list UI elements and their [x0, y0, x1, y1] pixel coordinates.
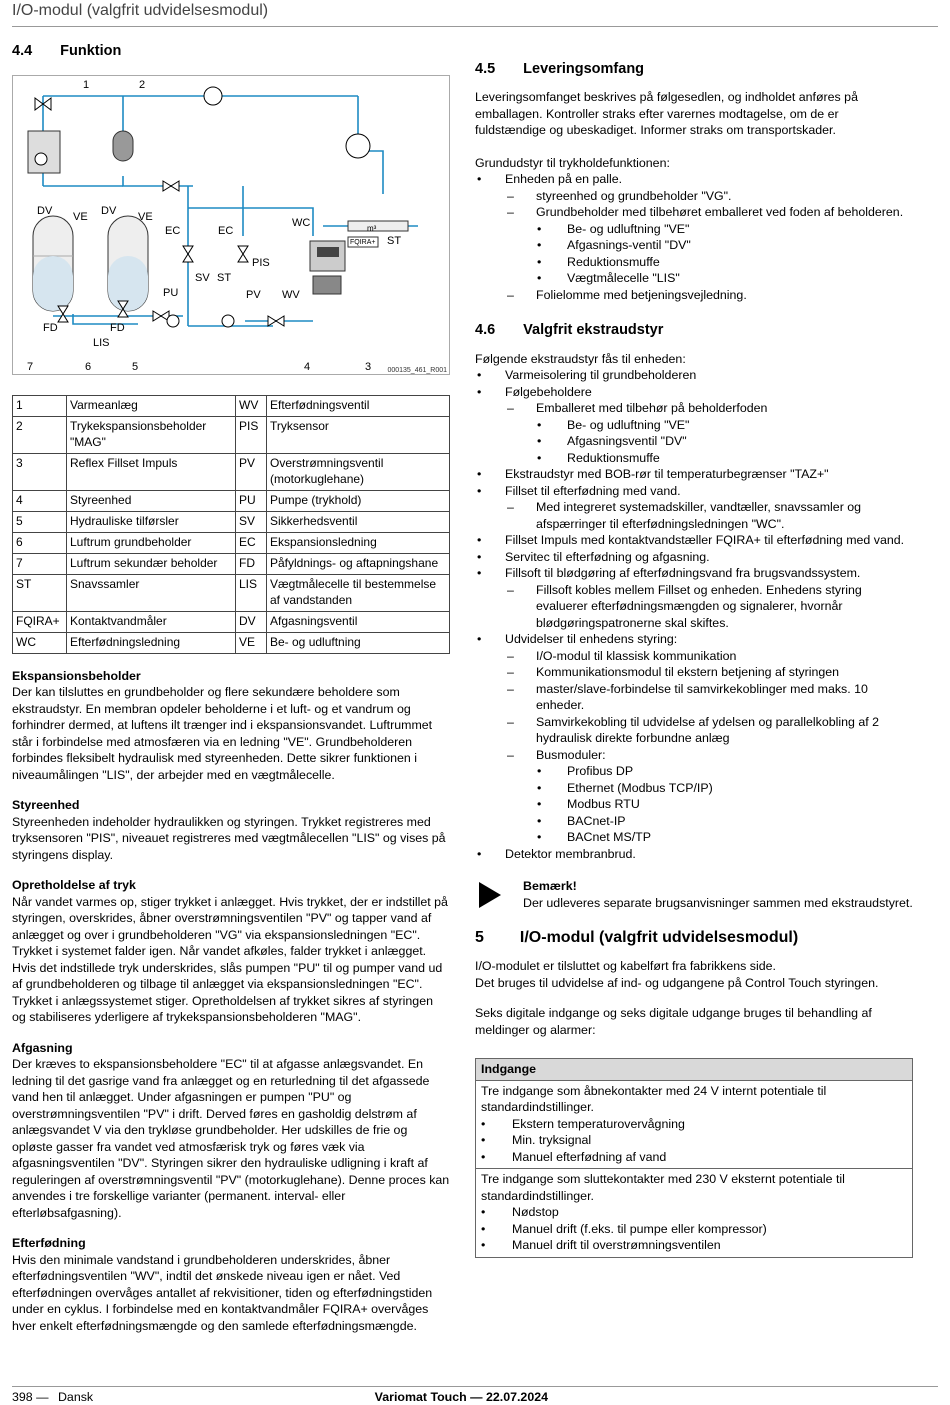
paragraph-heading: Efterfødning — [12, 1236, 86, 1251]
list-item: – I/O-modul til klassisk kommunikation — [475, 648, 913, 665]
legend-key: 2 — [13, 417, 67, 454]
list-item: • Fillset til efterfødning med vand. — [475, 483, 913, 500]
function-paragraphs — [12, 668, 450, 1335]
legend-key: WC — [13, 632, 67, 653]
list-item: • Reduktionsmuffe — [475, 254, 913, 271]
label-st-2: ST — [387, 235, 402, 248]
legend-row — [13, 611, 450, 632]
list-item: • Be- og udluftning "VE" — [475, 221, 913, 238]
list-item: – Emballeret med tilbehør på beholderfoden — [475, 400, 913, 417]
inputs-block-2 — [476, 1168, 912, 1257]
legend-row — [13, 454, 450, 491]
list-item: • Vægtmålecelle "LIS" — [475, 270, 913, 287]
input-item: • Nødstop — [481, 1204, 907, 1221]
inputs-block-1-text: Tre indgange som åbnekontakter med 24 V internt potentiale til standardindstillinger. — [481, 1083, 827, 1115]
legend-key: FQIRA+ — [13, 611, 67, 632]
footer-dash-2: — — [470, 1390, 483, 1404]
paragraph-text: Hvis den minimale vandstand i grundbeholderen underskrides, åbner efterfødningsventilen "WV", indtil det ønskede niveau igen er nået. Ved efterfødningen overvåges antallet af rekvisitioner, tiden og efterfødningstiden under en cyklus. I forbindelse med en kontaktvandmåler FQIRA+ overvåges hver enkelt efterfødningsmængde og den samlede efterfødningsmængde. — [12, 1252, 433, 1333]
note-title: Bemærk! — [523, 879, 577, 894]
footer-date: 22.07.2024 — [485, 1390, 548, 1404]
heating-pump-symbol — [204, 87, 222, 105]
callout-1: 1 — [83, 79, 90, 92]
list-item: • Følgebeholdere — [475, 384, 913, 401]
list-item: • Afgasnings-ventil "DV" — [475, 237, 913, 254]
legend-description: Luftrum grundbeholder — [67, 532, 236, 553]
legend-description: Vægtmålecelle til bestemmelse af vandstanden — [267, 574, 450, 611]
figure-code: 000135_461_R001 — [387, 366, 447, 374]
legend-row — [13, 417, 450, 454]
list-item: • Fillsoft til blødgøring af efterfødningsvand fra brugsvandssystem. — [475, 565, 913, 582]
function-diagram — [12, 75, 450, 375]
list-item: • Varmeisolering til grundbeholderen — [475, 367, 913, 384]
io-para-1b: Det bruges til udvidelse af ind- og udgangene på Control Touch styringen. — [475, 975, 879, 990]
paragraph-heading: Ekspansionsbeholder — [12, 668, 141, 683]
legend-key: 7 — [13, 553, 67, 574]
running-header: I/O-modul (valgfrit udvidelsesmodul) — [12, 2, 269, 19]
paragraph-text: Der kræves to ekspansionsbeholdere "EC" til at afgasse anlægsvandet. En ledning til det gasrige vand fra anlægget og en returledning til det afgassede vand hen til anlægget. Under afgasningen er pumpen "PU" og overstrømningsventilen "PV" i drift. Derved føres en gasholdig delstrøm af anlægsvandet V via den trykløse grundbeholder. Her udskilles de frie og opløste gasser fra vandet ved atmosfærisk tryk og føres væk via afgasningsventilen "DV". Styringen sikrer den hydrauliske udligning i kraft af reguleringen af overstrømningsventil "PV" (motorkuglehane). Denne proces kan anvendes i tre forskellige varianter (permanent. interval- eller efterløbsafgasning). — [12, 1057, 450, 1220]
section-4-4-heading — [12, 42, 450, 61]
legend-row — [13, 553, 450, 574]
legend-description: Varmeanlæg — [67, 396, 236, 417]
legend-description: Reflex Fillset Impuls — [67, 454, 236, 491]
legend-key: FD — [236, 553, 267, 574]
legend-description: Tryksensor — [267, 417, 450, 454]
note-arrow-icon — [479, 882, 501, 908]
label-m3: m³ — [367, 224, 377, 234]
list-item: – Fillsoft kobles mellem Fillset og enheden. Enhedens styring evaluerer efterfødningsmængden og signalerer, hvornår blødgøringspatronerne skal skiftes. — [475, 582, 913, 632]
legend-description: Efterfødningsventil — [267, 396, 450, 417]
list-item: • Reduktionsmuffe — [475, 450, 913, 467]
list-item: • Be- og udluftning "VE" — [475, 417, 913, 434]
label-wc: WC — [292, 217, 311, 230]
list-item: • Modbus RTU — [475, 796, 913, 813]
list-item: • BACnet MS/TP — [475, 829, 913, 846]
label-ec: EC — [165, 225, 181, 238]
list-item: – Kommunikationsmodul til ekstern betjening af styringen — [475, 664, 913, 681]
footer-product: Variomat Touch — [374, 1390, 467, 1404]
chapter-5-heading — [475, 927, 913, 948]
callout-5: 5 — [132, 361, 139, 374]
label-pu: PU — [163, 287, 179, 300]
label-ve-2: VE — [138, 211, 153, 224]
legend-row — [13, 491, 450, 512]
inputs-table-header: Indgange — [476, 1059, 912, 1081]
legend-description: Trykekspansionsbeholder "MAG" — [67, 417, 236, 454]
page-number: 398 — [12, 1390, 33, 1404]
legend-description: Ekspansionsledning — [267, 532, 450, 553]
list-item: • Afgasningsventil "DV" — [475, 433, 913, 450]
section-4-6-heading — [475, 321, 913, 340]
paragraph-heading: Afgasning — [12, 1040, 73, 1055]
input-item: • Min. tryksignal — [481, 1132, 907, 1149]
legend-key: SV — [236, 512, 267, 533]
label-st: ST — [217, 272, 232, 285]
inputs-table — [475, 1058, 913, 1258]
footer-rule — [12, 1386, 938, 1387]
paragraph-text: Styreenheden indeholder hydraulikken og styringen. Trykket registreres med tryksensoren "PIS", niveauet registreres med vægtmålecellen "LIS" og vises på styringens display. — [12, 814, 446, 862]
delivery-list — [475, 171, 913, 303]
legend-row — [13, 512, 450, 533]
chapter-number: 5 — [475, 929, 484, 947]
legend-description: Påfyldnings- og aftapningshane — [267, 553, 450, 574]
io-para-2: Seks digitale indgange og seks digitale udgange bruges til behandling af meldinger og alarmer: — [475, 1006, 872, 1037]
list-item: – Grundbeholder med tilbehøret emballeret ved foden af beholderen. — [475, 204, 913, 221]
legend-key: 3 — [13, 454, 67, 491]
label-dv-2: DV — [101, 205, 117, 218]
legend-key: 1 — [13, 396, 67, 417]
label-sv: SV — [195, 272, 210, 285]
optional-lead: Følgende ekstraudstyr fås til enheden: — [475, 351, 686, 366]
label-pv: PV — [246, 289, 261, 302]
list-item: • Fillset Impuls med kontaktvandstæller FQIRA+ til efterfødning med vand. — [475, 532, 913, 549]
list-item: • Udvidelser til enhedens styring: — [475, 631, 913, 648]
callout-4: 4 — [304, 361, 311, 374]
legend-description: Kontaktvandmåler — [67, 611, 236, 632]
left-column — [12, 42, 450, 1334]
paragraph-heading: Opretholdelse af tryk — [12, 878, 136, 893]
legend-row — [13, 532, 450, 553]
list-item: • Ekstraudstyr med BOB-rør til temperaturbegrænser "TAZ+" — [475, 466, 913, 483]
legend-key: PIS — [236, 417, 267, 454]
legend-description: Luftrum sekundær beholder — [67, 553, 236, 574]
legend-key: VE — [236, 632, 267, 653]
label-ec-2: EC — [218, 225, 234, 238]
list-item: – Med integreret systemadskiller, vandtæller, snavssamler og afspærringer til efterfødningsledningen "WC". — [475, 499, 913, 532]
legend-key: 4 — [13, 491, 67, 512]
legend-description: Overstrømningsventil (motorkuglehane) — [267, 454, 450, 491]
legend-description: Pumpe (trykhold) — [267, 491, 450, 512]
legend-description: Snavssamler — [67, 574, 236, 611]
legend-row — [13, 396, 450, 417]
footer-language: Dansk — [57, 1390, 94, 1404]
legend-key: EC — [236, 532, 267, 553]
io-para-1: I/O-modulet er tilsluttet og kabelført fra fabrikkens side. — [475, 959, 776, 974]
label-fd-2: FD — [110, 322, 125, 335]
inputs-block-1 — [476, 1081, 912, 1169]
note-text: Der udleveres separate brugsanvisninger sammen med ekstraudstyret. — [523, 895, 913, 910]
label-dv: DV — [37, 205, 53, 218]
right-column — [475, 60, 913, 1258]
callout-2: 2 — [139, 79, 146, 92]
callout-6: 6 — [85, 361, 92, 374]
label-lis: LIS — [93, 337, 110, 350]
optional-list — [475, 367, 913, 862]
legend-table — [12, 395, 450, 653]
header-rule — [12, 26, 938, 27]
legend-key: 5 — [13, 512, 67, 533]
list-item: – Busmoduler: — [475, 747, 913, 764]
list-item: – master/slave-forbindelse til samvirkekoblinger med maks. 10 enheder. — [475, 681, 913, 714]
list-item: • BACnet-IP — [475, 813, 913, 830]
label-pis: PIS — [252, 257, 270, 270]
section-title: Leveringsomfang — [523, 61, 645, 77]
legend-key: LIS — [236, 574, 267, 611]
footer-right — [375, 1389, 548, 1405]
inputs-block-2-text: Tre indgange som sluttekontakter med 230 V eksternt potentiale til standardindstillinger. — [481, 1172, 845, 1203]
list-item: • Profibus DP — [475, 763, 913, 780]
section-number: 4.5 — [475, 61, 496, 77]
list-item: – styreenhed og grundbeholder "VG". — [475, 188, 913, 205]
paragraph-text: Der kan tilsluttes en grundbeholder og flere sekundære beholdere som ekstraudstyr. En membran opdeler beholderne i et luft- og et vandrum og forhindrer dermed, at luftens ilt trænger ind i ekspansionsvandet. Luftrummet står i forbindelse med atmosfæren via en ledning "VE". Grundbeholderen forbindes fleksibelt hydraulisk med styreenheden. Dette sikrer funktionen i niveaumålingen "LIS", der arbejder med en vægtmålecelle. — [12, 685, 433, 782]
legend-description: Be- og udluftning — [267, 632, 450, 653]
legend-key: PV — [236, 454, 267, 491]
legend-key: WV — [236, 396, 267, 417]
legend-row — [13, 574, 450, 611]
legend-row — [13, 632, 450, 653]
footer-left — [12, 1389, 93, 1405]
paragraph-text: Når vandet varmes op, stiger trykket i anlægget. Hvis trykket, der er indstillet på styringen, overskrides, åbner overstrømningsventilen "PV" og tapper vand af anlægget og over i grundbeholderen "VG" via ekspansionsledningen "EC". Trykket i systemet falder igen. Når vandet afkøles, falder trykket i anlægget. Hvis det indstillede tryk underskrides, slås pumpen "PU" til og pumper vand ud af grundbeholderen og tilbage til anlægget via ekspansionsledningen "EC". Trykket i anlægssystemet stiger. Opretholdelsen af trykket sikres af styringen og stabiliseres yderligere af trykekspansionsbeholderen "MAG". — [12, 894, 448, 1025]
legend-key: PU — [236, 491, 267, 512]
list-item: – Folielomme med betjeningsvejledning. — [475, 287, 913, 304]
section-number: 4.6 — [475, 322, 496, 339]
label-wv: WV — [282, 289, 300, 302]
delivery-lead: Grundudstyr til trykholdefunktionen: — [475, 155, 670, 170]
input-item: • Ekstern temperaturovervågning — [481, 1116, 907, 1133]
label-fqira: FQIRA+ — [350, 239, 376, 247]
legend-description: Sikkerhedsventil — [267, 512, 450, 533]
input-item: • Manuel efterfødning af vand — [481, 1149, 907, 1166]
delivery-intro: Leveringsomfanget beskrives på følgesedlen, og indholdet anføres på emballagen. Kontroller straks efter varernes modtagelse, om de er fuldstændige og ubeskadiget. Informer straks om transportskader. — [475, 90, 858, 138]
legend-description: Styreenhed — [67, 491, 236, 512]
paragraph-heading: Styreenhed — [12, 798, 80, 813]
legend-description: Hydrauliske tilførsler — [67, 512, 236, 533]
note-box — [475, 878, 913, 911]
heat-consumer-symbol — [346, 134, 370, 158]
input-item: • Manuel drift til overstrømningsventilen — [481, 1237, 907, 1254]
chapter-title: I/O-modul (valgfrit udvidelsesmodul) — [519, 929, 799, 947]
legend-key: 6 — [13, 532, 67, 553]
section-4-5-heading — [475, 60, 913, 79]
legend-key: ST — [13, 574, 67, 611]
section-title: Funktion — [60, 43, 122, 59]
list-item: – Samvirkekobling til udvidelse af ydelsen og parallelkobling af 2 hydraulisk direkte forbundne anlæg — [475, 714, 913, 747]
legend-key: DV — [236, 611, 267, 632]
callout-7: 7 — [27, 361, 34, 374]
callout-3: 3 — [365, 361, 372, 374]
footer-dash: — — [36, 1390, 49, 1404]
list-item: • Detektor membranbrud. — [475, 846, 913, 863]
list-item: • Ethernet (Modbus TCP/IP) — [475, 780, 913, 797]
list-item: • Enheden på en palle. — [475, 171, 913, 188]
section-number: 4.4 — [12, 43, 33, 59]
list-item: • Servitec til efterfødning og afgasning. — [475, 549, 913, 566]
section-title: Valgfrit ekstraudstyr — [523, 322, 664, 339]
input-item: • Manuel drift (f.eks. til pumpe eller kompressor) — [481, 1221, 907, 1238]
legend-description: Efterfødningsledning — [67, 632, 236, 653]
label-ve: VE — [73, 211, 88, 224]
label-fd: FD — [43, 322, 58, 335]
legend-description: Afgasningsventil — [267, 611, 450, 632]
